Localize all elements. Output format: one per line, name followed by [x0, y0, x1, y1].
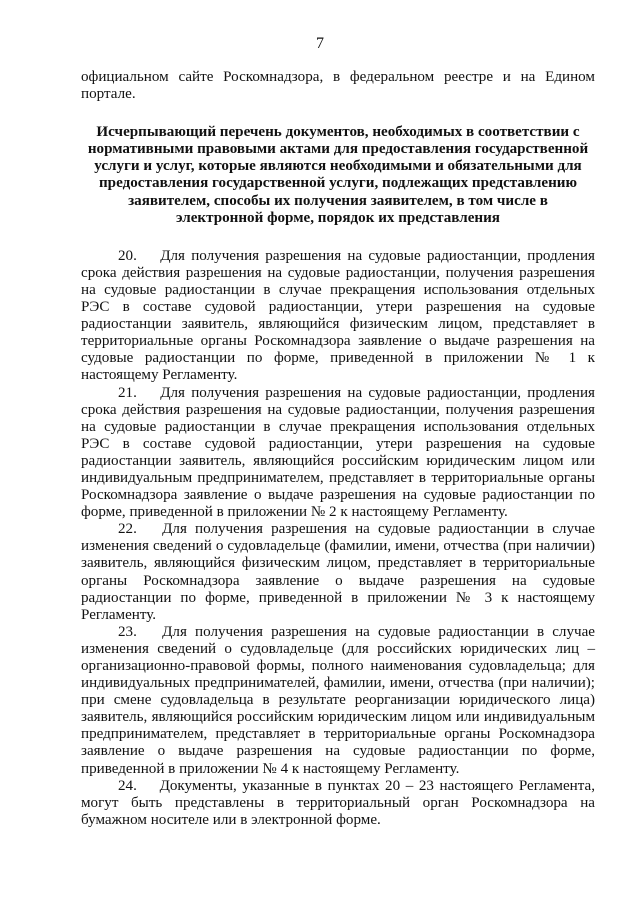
paragraph-23 — [81, 624, 595, 778]
paragraph-24 — [81, 778, 595, 829]
paragraph-text: Для получения разрешения на судовые радиостанции в случае изменения сведений о судовладельце (для российских юридических лиц – организационно-правовой формы, полного наименования судовладельца; для индивидуальных предпринимателей, фамилии, имени, отчества (при наличии); при смене судовладельца в результате реорганизации юридического лица) заявитель, являющийся российским юридическим лицом или индивидуальным предпринимателем, представляет в территориальные органы Роскомнадзора заявление о выдаче разрешения на судовые радиостанции по форме, приведенной в приложении № 4 к настоящему Регламенту. — [81, 623, 595, 777]
paragraph-number: 23. — [118, 623, 137, 640]
paragraph-20 — [81, 248, 595, 385]
paragraph-number: 20. — [118, 247, 137, 264]
paragraph-21 — [81, 385, 595, 522]
paragraph-text: Для получения разрешения на судовые радиостанции в случае изменения сведений о судовладельце (фамилии, имени, отчества (при наличии) заявитель, являющийся физическим лицом, представляет в территориальные органы Роскомнадзора заявление о выдаче разрешения на судовые радиостанции по форме, приведенной в приложении № 3 к настоящему Регламенту. — [81, 521, 595, 623]
paragraph-number: 22. — [118, 521, 137, 538]
paragraph-text: Для получения разрешения на судовые радиостанции, продления срока действия разрешения на судовые радиостанции, получения разрешения на судовые радиостанции в случае прекращения использования отдельных РЭС в составе судовой радиостанции, утери разрешения на судовые радиостанции заявитель, являющийся российским юридическим лицом или индивидуальным предпринимателем, представляет в территориальные органы Роскомнадзора заявление о выдаче разрешения на судовые радиостанции по форме, приведенной в приложении № 2 к настоящему Регламенту. — [81, 384, 595, 521]
lead-paragraph: официальном сайте Роскомнадзора, в федеральном реестре и на Едином портале. — [81, 69, 595, 103]
paragraph-number: 21. — [118, 384, 137, 401]
paragraph-text: Документы, указанные в пунктах 20 – 23 настоящего Регламента, могут быть представлены в территориальный орган Роскомнадзора на бумажном носителе или в электронной форме. — [81, 777, 595, 828]
page-number: 7 — [316, 35, 324, 52]
paragraph-text: Для получения разрешения на судовые радиостанции, продления срока действия разрешения на судовые радиостанции, получения разрешения на судовые радиостанции в случае прекращения использования отдельных РЭС в составе судовой радиостанции, утери разрешения на судовые радиостанции заявитель, являющийся физическим лицом, представляет в территориальные органы Роскомнадзора заявление о выдаче разрешения на судовые радиостанции по форме, приведенной в приложении № 1 к настоящему Регламенту. — [81, 247, 595, 384]
document-body — [81, 69, 595, 829]
paragraph-22 — [81, 521, 595, 624]
section-heading: Исчерпывающий перечень документов, необходимых в соответствии с нормативными правовыми актами для предоставления государственной услуги и услуг, которые являются необходимыми и обязательными для предоставления государственной услуги, подлежащих представлению заявителем, способы их получения заявителем, в том числе в электронной форме, порядок их представления — [87, 124, 589, 226]
paragraph-number: 24. — [118, 777, 137, 794]
